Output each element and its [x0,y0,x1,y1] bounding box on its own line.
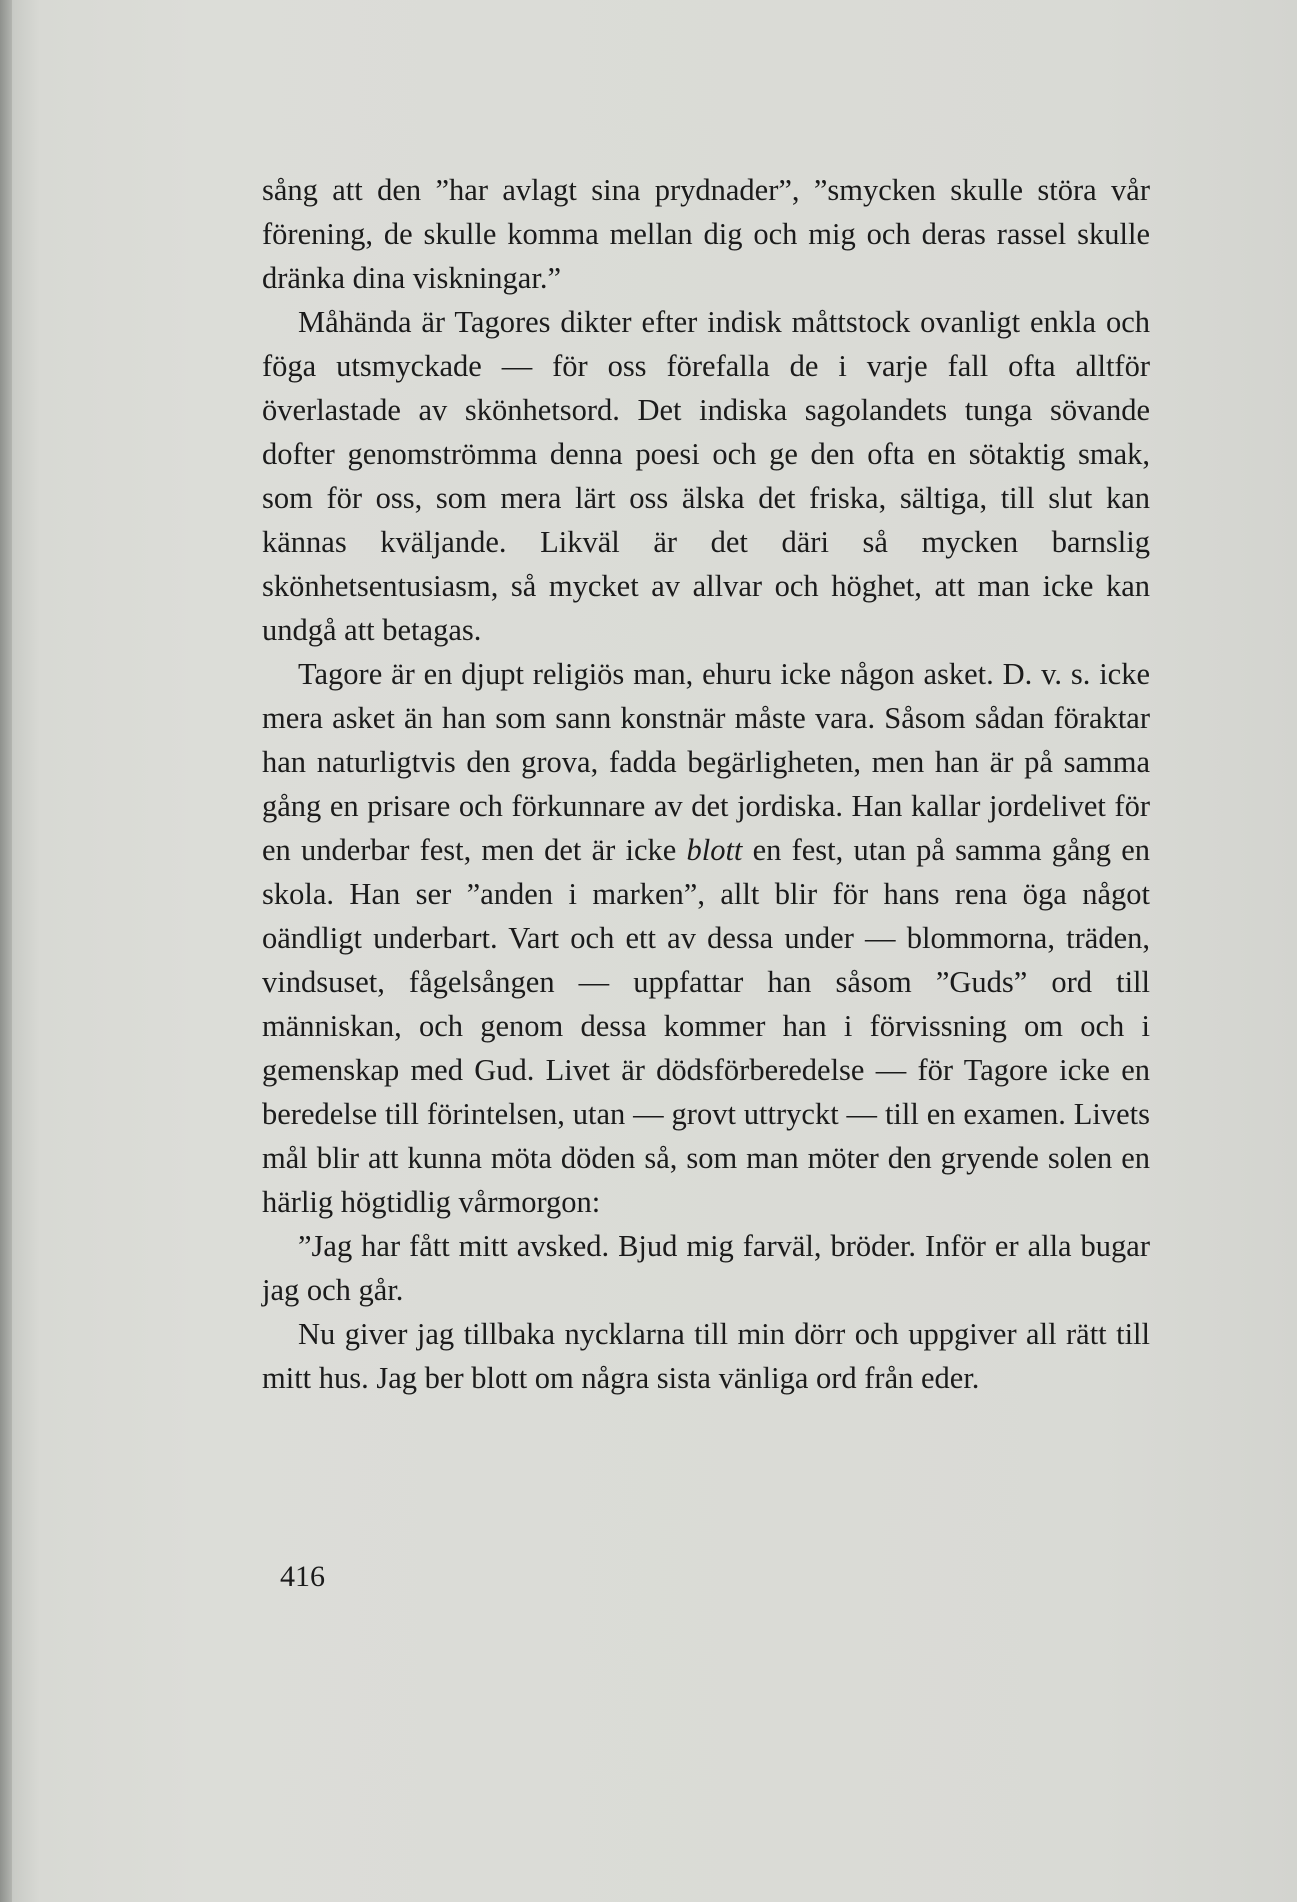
paragraph-3-part-1: Tagore är en djupt religiös man, ehuru icke någon asket. D. v. s. icke mera asket än han som sann konstnär måste vara. Såsom sådan föraktar han naturligtvis den grova, fadda begärligheten, men han är på samma gång en prisare och förkunnare av det jordiska. Han kallar jordelivet för en underbar fest, men det är icke [262,657,1150,867]
paragraph-3-part-2: en fest, utan på samma gång en skola. Han ser ”anden i marken”, allt blir för hans rena öga något oändligt underbart. Vart och ett av dessa under — blommorna, träden, vindsuset, fågelsången — uppfattar han såsom ”Guds” ord till människan, och genom dessa kommer han i förvissning om och i gemenskap med Gud. Livet är dödsförberedelse — för Tagore icke en beredelse till förintelsen, utan — grovt uttryckt — till en examen. Livets mål blir att kunna möta döden så, som man möter den gryende solen en härlig högtidlig vårmorgon: [262,833,1150,1219]
book-spine-shadow [0,0,12,1902]
paragraph-2: Måhända är Tagores dikter efter indisk måttstock ovanligt enkla och föga utsmyckade — för oss förefalla de i varje fall ofta alltför överlastade av skönhetsord. Det indiska sagolandets tunga sövande dofter genomströmma denna poesi och ge den ofta en sötaktig smak, som för oss, som mera lärt oss älska det friska, sältiga, till slut kan kännas kväljande. Likväl är det däri så mycken barnslig skönhetsentusiasm, så mycket av allvar och höghet, att man icke kan undgå att betagas. [262,305,1150,647]
paragraph-3 [262,652,1150,1224]
paragraph-1: sång att den ”har avlagt sina prydnader”, ”smycken skulle störa vår förening, de skulle komma mellan dig och mig och deras rassel skulle dränka dina viskningar.” [262,173,1150,295]
paragraph-3-italic: blott [686,833,743,867]
body-text [262,168,1150,1400]
page-number: 416 [280,1560,325,1593]
quote-paragraph-1: ”Jag har fått mitt avsked. Bjud mig farväl, bröder. Inför er alla bugar jag och går. [262,1229,1150,1307]
quote-paragraph-2: Nu giver jag tillbaka nycklarna till min dörr och uppgiver all rätt till mitt hus. Jag ber blott om några sista vänliga ord från eder. [262,1317,1150,1395]
